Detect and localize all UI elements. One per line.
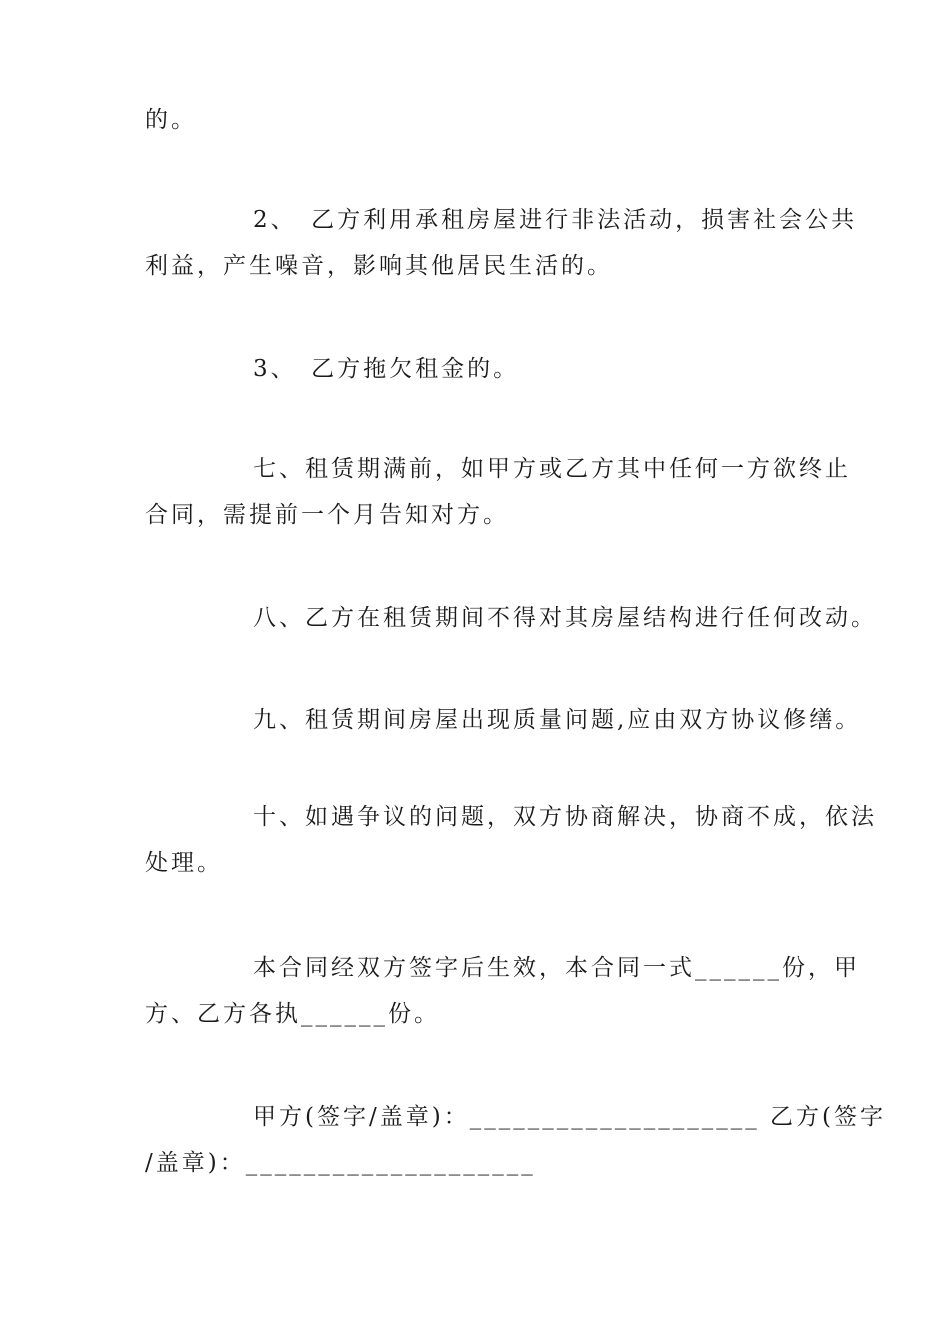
paragraph-line: 方、乙方各执______份。 <box>145 1001 440 1027</box>
paragraph-line: 本合同经双方签字后生效，本合同一式______份，甲 <box>253 955 860 981</box>
paragraph-line: 甲方(签字/盖章)：____________________ 乙方(签字 <box>253 1104 886 1130</box>
paragraph-line: 十、如遇争议的问题，双方协商解决，协商不成，依法 <box>253 804 877 830</box>
paragraph-line: /盖章)：____________________ <box>145 1150 536 1176</box>
paragraph-signatures <box>145 1094 886 1186</box>
paragraph-article-7 <box>145 446 851 538</box>
paragraph-article-10 <box>145 794 877 886</box>
paragraph-line: 3、 乙方拖欠租金的。 <box>253 356 520 382</box>
paragraph-copies <box>145 945 860 1037</box>
paragraph-line: 九、租赁期间房屋出现质量问题,应由双方协议修缮。 <box>253 707 862 733</box>
paragraph-line: 的。 <box>145 107 197 133</box>
paragraph-article-8 <box>145 595 877 641</box>
paragraph-line: 处理。 <box>145 850 223 876</box>
paragraph-line: 利益，产生噪音，影响其他居民生活的。 <box>145 253 613 279</box>
paragraph-article-9 <box>145 697 862 743</box>
paragraph-clause-3 <box>145 346 807 392</box>
paragraph-line: 八、乙方在租赁期间不得对其房屋结构进行任何改动。 <box>253 605 877 631</box>
paragraph-line: 合同，需提前一个月告知对方。 <box>145 502 509 528</box>
paragraph-continuation <box>145 97 807 143</box>
paragraph-clause-2 <box>145 197 858 289</box>
paragraph-line: 2、 乙方利用承租房屋进行非法活动，损害社会公共 <box>253 207 858 233</box>
paragraph-line: 七、租赁期满前，如甲方或乙方其中任何一方欲终止 <box>253 456 851 482</box>
